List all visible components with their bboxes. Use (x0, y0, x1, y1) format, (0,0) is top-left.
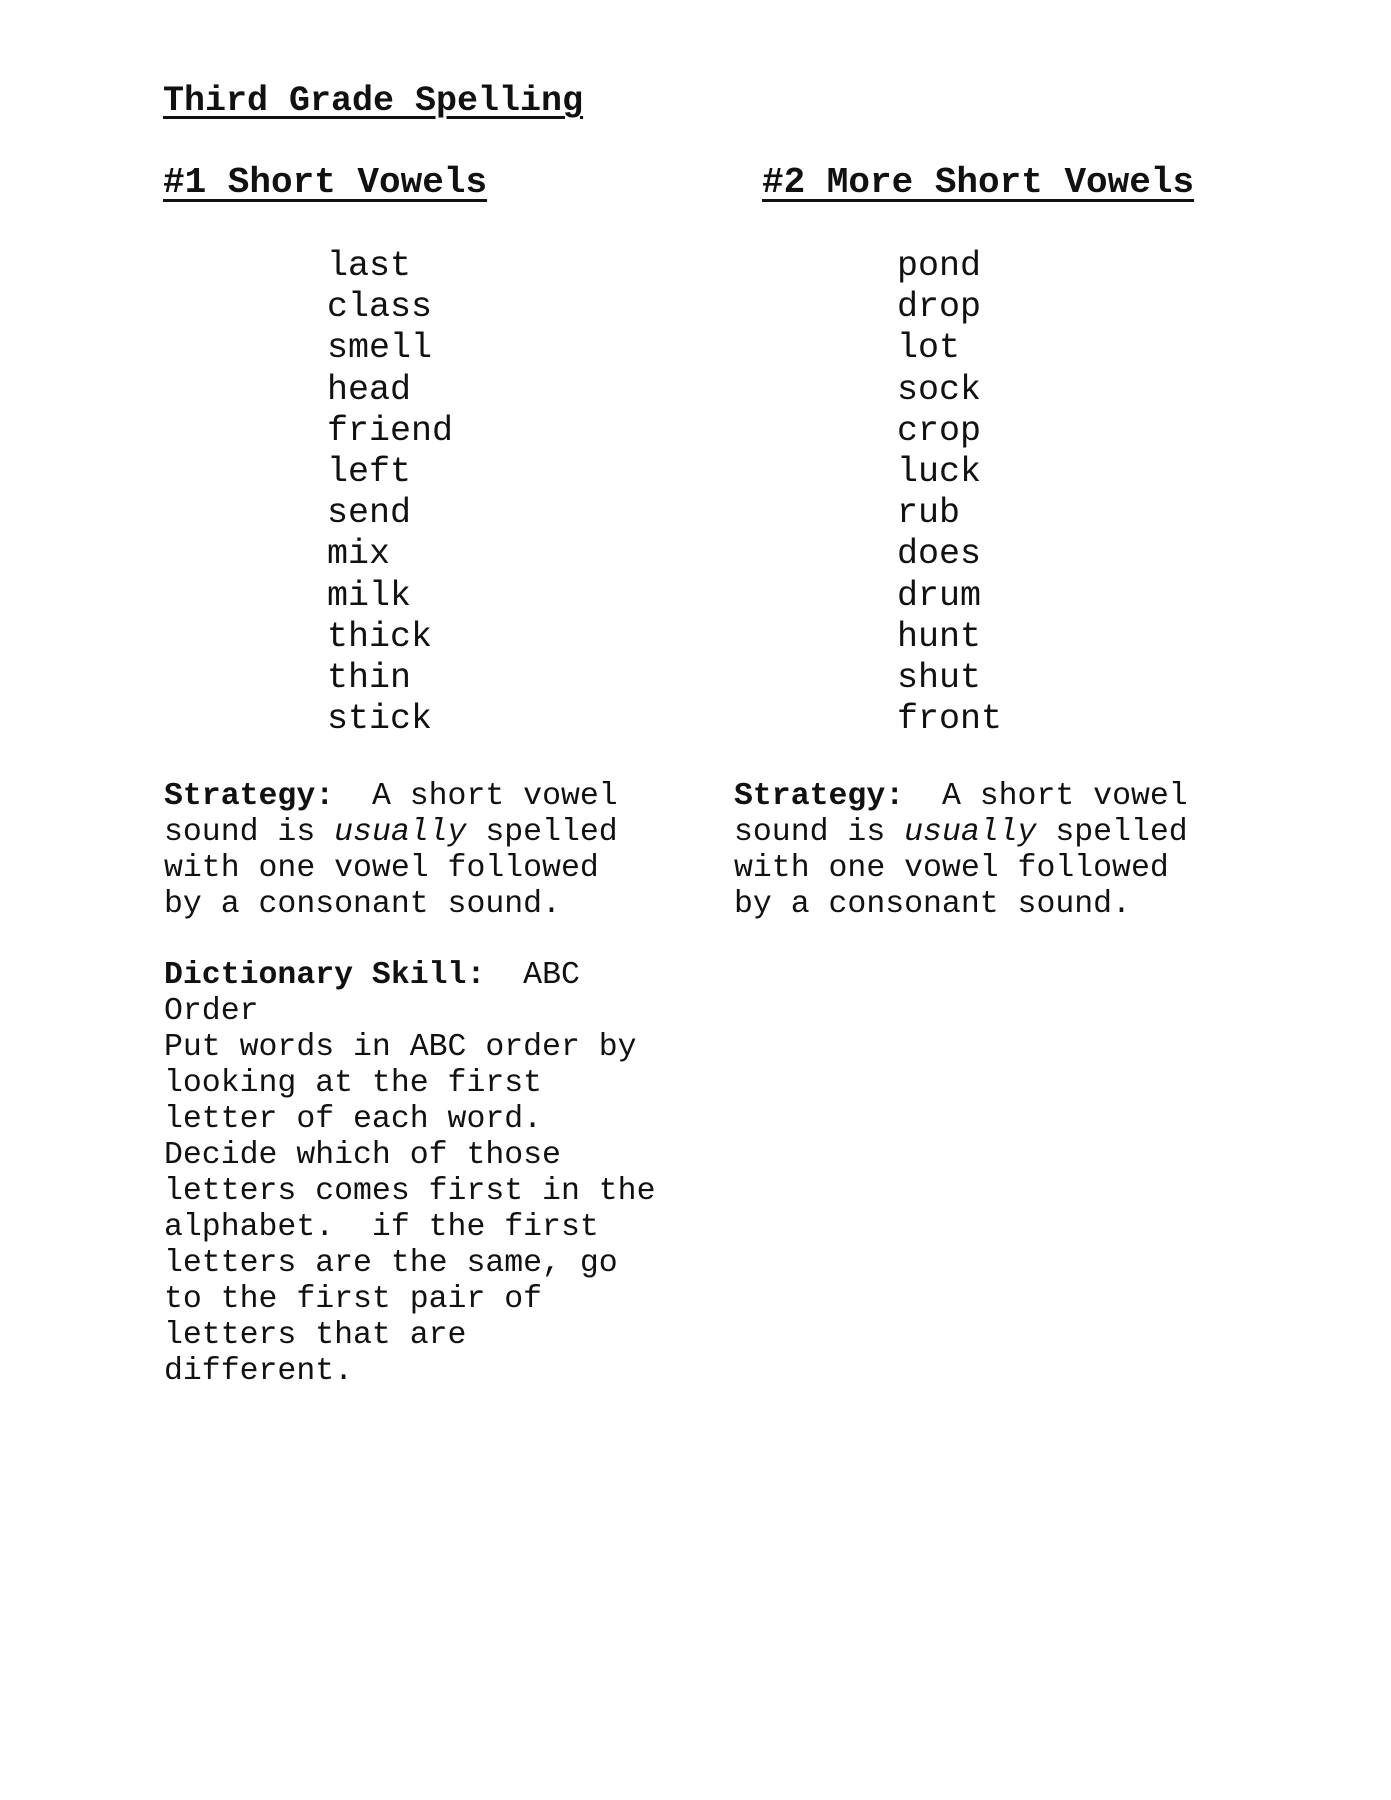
spelling-word: mix (327, 534, 391, 575)
spelling-word: does (897, 534, 982, 575)
spelling-word: send (327, 493, 412, 534)
strategy-label: Strategy: (164, 779, 335, 814)
strategy-label: Strategy: (734, 779, 905, 814)
list-2-heading: #2 More Short Vowels (762, 162, 1195, 203)
strategy-text: A short vowel sound is (164, 779, 637, 850)
spelling-word: luck (897, 452, 982, 493)
page-title: Third Grade Spelling (163, 81, 584, 121)
spelling-word: friend (327, 410, 454, 451)
spelling-word: class (327, 287, 433, 328)
spelling-word: head (327, 369, 412, 410)
spelling-word: sock (897, 369, 982, 410)
spelling-word: pond (897, 246, 982, 286)
spelling-word: hunt (897, 616, 982, 657)
spelling-word: rub (897, 493, 961, 534)
list-2-strategy (734, 779, 1214, 923)
spelling-word: drum (897, 575, 982, 616)
strategy-text-end: spelled with one vowel followed by a consonant sound. (734, 815, 1188, 922)
strategy-emphasis: usually (904, 815, 1037, 850)
spelling-word: last (327, 246, 412, 286)
list-1-heading: #1 Short Vowels (163, 162, 488, 203)
list-2-words (897, 246, 1002, 740)
list-1-words (327, 246, 453, 740)
dictionary-body: Put words in ABC order by looking at the first letter of each word. Decide which of those letters comes first in the alphabet. if the first letters are the same, go to the first pair of letters that are different. (164, 1030, 675, 1389)
spelling-word: smell (327, 328, 433, 369)
list-1-strategy (164, 779, 644, 923)
spelling-word: thin (327, 658, 412, 699)
spelling-word: milk (327, 575, 412, 616)
spelling-word: left (327, 452, 412, 493)
strategy-text: A short vowel sound is (734, 779, 1207, 850)
spelling-word: lot (897, 328, 961, 369)
strategy-emphasis: usually (334, 815, 467, 850)
strategy-text-end: spelled with one vowel followed by a consonant sound. (164, 815, 618, 922)
spelling-word: drop (897, 287, 982, 328)
dictionary-label: Dictionary Skill: (164, 958, 486, 993)
spelling-word: stick (327, 699, 433, 740)
spelling-word: crop (897, 410, 982, 451)
spelling-word: front (897, 699, 1003, 740)
dictionary-topic: ABC Order (164, 958, 599, 1029)
spelling-word: shut (897, 658, 982, 699)
dictionary-skill (164, 958, 675, 1390)
spelling-word: thick (327, 616, 433, 657)
